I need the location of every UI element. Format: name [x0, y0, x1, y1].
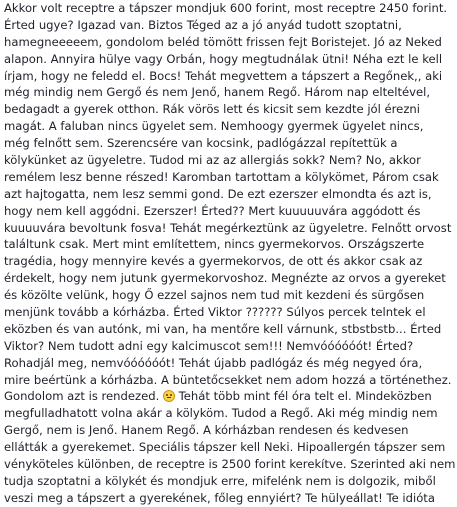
post-line: találtunk csak. Mert mint említettem, nincs gyermekorvos. Országszerte [4, 237, 425, 252]
post-line: magát. A faluban nincs ügyelet sem. Nemhoogy gyermek ügyelet nincs, [4, 119, 424, 134]
frown-emoji-icon [163, 390, 175, 402]
post-line: ellátták a gyerekemet. Speciális tápszer kell Neki. Hipoallergén tápszer sem [4, 440, 446, 455]
post-line: tudja szoptatni a kölykét és mondjuk erre, mifelénk nem is dolgozik, miből [4, 473, 436, 488]
post-line-text: Tehát több mint fél óra telt el. Mindeközben [178, 389, 432, 404]
post-line: mire beértünk a kórházba. A büntetőcsekket nem adom hozzá a történethez. [4, 372, 452, 387]
post-line: vényköteles különben, de receptre is 2500 forint kerekítve. Szerinted aki nem [4, 457, 456, 472]
post-line: hogy nem kell aggódni. Ezerszer! Érted?? Mert kuuuuuvára aggódott és [4, 203, 421, 218]
post-line: remélem lesz benne részed! Karomban tartottam a kölykömet, Párom csak [4, 169, 439, 184]
post-line: megfulladhatott volna akár a kölyköm. Tudod a Regő. Aki még mindig nem [4, 406, 438, 421]
post-line: alapon. Annyira hülye vagy Orbán, hogy megtudnálak ütni! Néha ezt le kell [4, 51, 443, 66]
post-line: Érted ugye? Igazad van. Biztos Téged az a jó anyád tudott szoptatni, [4, 17, 402, 32]
post-line: veszi meg a tápszert a gyerekének, főleg ennyiért? Te hülyeállat! Te idióta [4, 490, 435, 505]
post-line: Akkor volt receptre a tápszer mondjuk 600 forint, most receptre 2450 forint. [4, 1, 448, 15]
post-line: Gergő, nem is Jenő. Hanem Regő. A kórházban rendesen és kedvesen [4, 423, 409, 438]
post-line: menjünk tovább a kórházba. Érted Viktor ?????? Súlyos percek telntek el [4, 305, 426, 320]
post-line: és közölte velünk, hogy Ő ezzel sajnos nem tud mit kezdeni és sürgősen [4, 288, 425, 303]
post-line: érdekelt, hogy nem jutunk gyermekorvoshoz. Megnézte az orvos a gyereket [4, 271, 446, 286]
post-line: eközben és van autónk, mi van, ha mentőre kell várnunk, stbstbstb... Érted [4, 321, 442, 336]
post-line: Viktor? Nem tudott adni egy kalcimuscot sem!!! Nemvóóóóóót! Érted? [4, 338, 414, 353]
post-line: kölykünket az ügyeletre. Tudod mi az az allergiás sokk? Nem? No, akkor [4, 153, 421, 168]
post-line: még felnőtt sem. Szerencsére van kocsink, padlógázzal repítettük a [4, 136, 398, 151]
post-line-text: Gondolom azt is rendezed. [4, 389, 160, 404]
post-line: azt hajtogatta, nem lesz semmi gond. De ezt ezerszer elmondta és azt is, [4, 186, 432, 201]
post-line: hamegneeeeem, gondolom beléd tömött frissen fejt Boristejet. Jó az Neked [4, 34, 442, 49]
post-text [4, 0, 455, 507]
post-line: még mindig nem Gergő és nem Jenő, hanem Regő. Három nap elteltével, [4, 85, 431, 100]
post-line-with-emoji [4, 388, 455, 405]
post-line: írjam, hogy ne feledd el. Bocs! Tehát megvettem a tápszert a Regőnek,, aki [4, 68, 443, 83]
post-line: Rohadjál meg, nemvóóóóóót! Tehát újabb padlógáz és még negyed óra, [4, 355, 423, 370]
post-line: kuuuuvára bevoltunk fosva! Tehát megérkeztünk az ügyeletre. Felnőtt orvost [4, 220, 452, 235]
post-line: bedagadt a gyerek otthon. Rák vörös lett és kicsit sem kezdte jól érezni [4, 102, 420, 117]
post-line: tragédia, hogy mennyire kevés a gyermekorvos, de ott és akkor csak az [4, 254, 423, 269]
